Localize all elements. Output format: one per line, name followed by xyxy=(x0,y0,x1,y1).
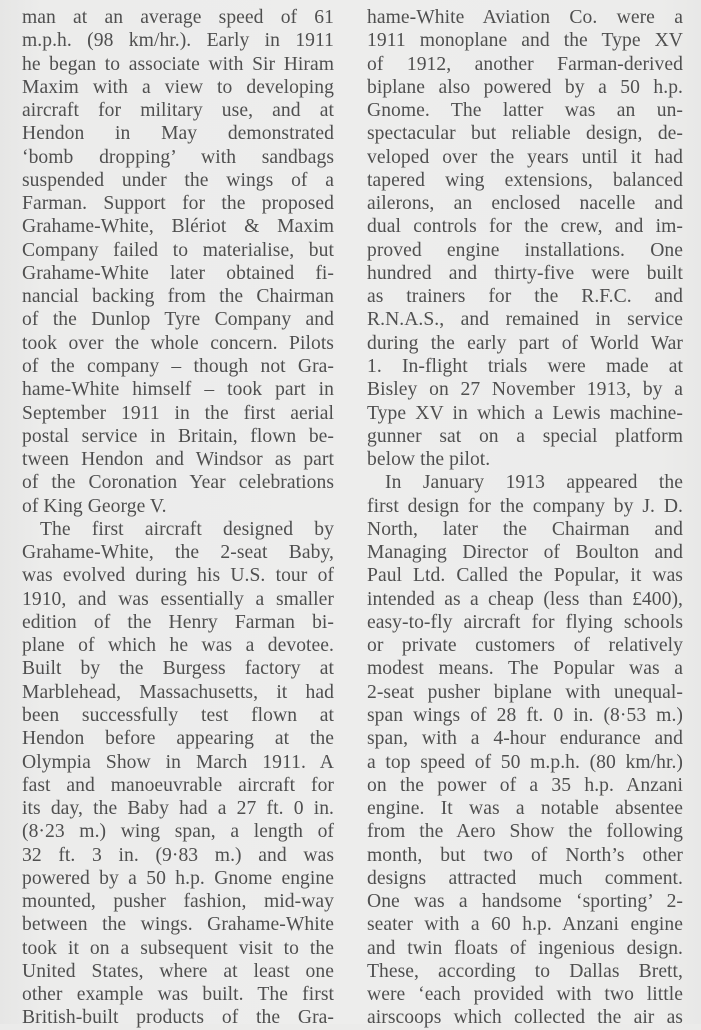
text-column-left xyxy=(22,6,334,1030)
line-text: biplane also powered by a 50 h.p. xyxy=(367,76,683,98)
line-text: month, but two of North’s other xyxy=(367,844,683,866)
line-text: suspended under the wings of a xyxy=(22,169,334,191)
line-text: m.p.h. (98 km/hr.). Early in 1911 xyxy=(22,30,334,52)
text-line xyxy=(22,192,334,215)
line-text: 1. In-flight trials were made at xyxy=(367,355,683,377)
text-line xyxy=(367,890,683,913)
text-line xyxy=(367,727,683,750)
line-text: British-built products of the Gra- xyxy=(22,1007,334,1029)
line-text: edition of the Henry Farman bi- xyxy=(22,611,334,633)
text-line xyxy=(367,844,683,867)
text-line xyxy=(22,262,334,285)
line-text: between the wings. Grahame-White xyxy=(22,914,334,936)
text-line xyxy=(367,76,683,99)
text-line xyxy=(22,471,334,494)
paragraph-first-line xyxy=(367,471,683,494)
line-text: Hendon in May demonstrated xyxy=(22,123,334,145)
line-text: (8·23 m.) wing span, a length of xyxy=(22,821,334,843)
line-text: first design for the company by J. D. xyxy=(367,495,683,517)
line-text: man at an average speed of 61 xyxy=(22,7,334,28)
line-text: Grahame-White, the 2-seat Baby, xyxy=(22,542,334,564)
text-line xyxy=(22,6,334,29)
text-line xyxy=(367,448,683,471)
line-text: from the Aero Show the following xyxy=(367,821,683,843)
line-text: ailerons, an enclosed nacelle and xyxy=(367,193,683,215)
line-text: or private customers of relatively xyxy=(367,635,683,657)
text-line xyxy=(22,820,334,843)
line-text: aircraft for military use, and at xyxy=(22,100,334,122)
text-line xyxy=(22,239,334,262)
line-text: tween Hendon and Windsor as part xyxy=(22,449,334,471)
line-text: span, with a 4-hour endurance and xyxy=(367,728,683,750)
text-line xyxy=(367,518,683,541)
line-text: during the early part of World War xyxy=(367,332,683,354)
line-text: hame-White Aviation Co. were a xyxy=(367,7,683,28)
line-text: of the Dunlop Tyre Company and xyxy=(22,309,334,331)
text-line xyxy=(22,634,334,657)
text-line xyxy=(22,355,334,378)
text-line xyxy=(367,797,683,820)
text-line xyxy=(22,308,334,331)
line-text: spectacular but reliable design, de- xyxy=(367,123,683,145)
text-line xyxy=(22,332,334,355)
line-text: intended as a cheap (less than £400), xyxy=(367,588,683,610)
text-line xyxy=(22,751,334,774)
text-line xyxy=(367,215,683,238)
line-text: took over the whole concern. Pilots xyxy=(22,332,334,354)
line-text: gunner sat on a special platform xyxy=(367,425,683,447)
line-text: other example was built. The first xyxy=(22,984,334,1006)
line-text: nancial backing from the Chairman xyxy=(22,286,334,308)
line-text: ‘bomb dropping’ with sandbags xyxy=(22,146,334,168)
line-text: of 1912, another Farman-derived xyxy=(367,53,683,75)
text-line xyxy=(367,146,683,169)
line-text: 1911 monoplane and the Type XV xyxy=(367,30,683,52)
text-line xyxy=(22,797,334,820)
text-line xyxy=(22,495,334,518)
line-text: tapered wing extensions, balanced xyxy=(367,169,683,191)
line-text: 32 ft. 3 in. (9·83 m.) and was xyxy=(22,844,334,866)
text-line xyxy=(22,890,334,913)
line-text: Hendon before appearing at the xyxy=(22,728,334,750)
text-line xyxy=(367,611,683,634)
text-line xyxy=(22,169,334,192)
line-text: he began to associate with Sir Hiram xyxy=(22,53,334,75)
line-text: Built by the Burgess factory at xyxy=(22,658,334,680)
line-text: powered by a 50 h.p. Gnome engine xyxy=(22,867,334,889)
text-line xyxy=(367,99,683,122)
text-line xyxy=(367,53,683,76)
line-text: hame-White himself – took part in xyxy=(22,379,334,401)
text-line xyxy=(22,681,334,704)
text-line xyxy=(367,983,683,1006)
text-line xyxy=(367,332,683,355)
text-line xyxy=(22,983,334,1006)
text-line xyxy=(22,611,334,634)
line-text: Bisley on 27 November 1913, by a xyxy=(367,379,683,401)
text-line xyxy=(22,76,334,99)
line-text: easy-to-fly aircraft for flying schools xyxy=(367,611,683,633)
text-line xyxy=(22,774,334,797)
text-line xyxy=(22,285,334,308)
text-line xyxy=(367,541,683,564)
line-text: been successfully test flown at xyxy=(22,704,334,726)
line-text: as trainers for the R.F.C. and xyxy=(367,286,683,308)
text-line xyxy=(367,634,683,657)
paragraph-first-line xyxy=(22,518,334,541)
text-line xyxy=(367,774,683,797)
text-line xyxy=(367,704,683,727)
line-text: Paul Ltd. Called the Popular, it was xyxy=(367,565,683,587)
line-text: Olympia Show in March 1911. A xyxy=(22,751,334,773)
text-line xyxy=(367,820,683,843)
line-text: Maxim with a view to developing xyxy=(22,76,334,98)
line-text: Type XV in which a Lewis machine- xyxy=(367,402,683,424)
line-text: postal service in Britain, flown be- xyxy=(22,425,334,447)
text-line xyxy=(367,564,683,587)
line-text: fast and manoeuvrable aircraft for xyxy=(22,774,334,796)
text-line xyxy=(22,937,334,960)
text-line xyxy=(22,704,334,727)
text-line xyxy=(22,215,334,238)
line-text: dual controls for the crew, and im- xyxy=(367,216,683,238)
text-line xyxy=(367,588,683,611)
line-text: R.N.A.S., and remained in service xyxy=(367,309,683,331)
line-text: proved engine installations. One xyxy=(367,239,683,261)
line-text: 2-seat pusher biplane with unequal- xyxy=(367,681,683,703)
line-text: of the company – though not Gra- xyxy=(22,355,334,377)
text-line xyxy=(22,867,334,890)
line-text: Marblehead, Massachusetts, it had xyxy=(22,681,334,703)
line-text: below the pilot. xyxy=(367,449,491,471)
line-text: engine. It was a notable absentee xyxy=(367,798,683,820)
line-text: took it on a subsequent visit to the xyxy=(22,937,334,959)
text-line xyxy=(367,308,683,331)
text-line xyxy=(367,355,683,378)
text-line xyxy=(367,751,683,774)
line-text: Managing Director of Boulton and xyxy=(367,542,683,564)
text-line xyxy=(367,960,683,983)
line-text: Farman. Support for the proposed xyxy=(22,193,334,215)
text-line xyxy=(22,122,334,145)
line-text: were ‘each provided with two little xyxy=(367,984,683,1006)
text-line xyxy=(367,239,683,262)
text-column-right xyxy=(367,6,683,1030)
line-text: Gnome. The latter was an un- xyxy=(367,100,683,122)
line-text: North, later the Chairman and xyxy=(367,518,683,540)
text-line xyxy=(22,844,334,867)
text-line xyxy=(22,588,334,611)
line-text: Grahame-White later obtained fi- xyxy=(22,262,334,284)
text-line xyxy=(22,448,334,471)
line-text: The first aircraft designed by xyxy=(40,518,334,540)
text-line xyxy=(22,564,334,587)
line-text: mounted, pusher fashion, mid-way xyxy=(22,891,334,913)
line-text: airscoops which collected the air as xyxy=(367,1007,683,1029)
text-line xyxy=(22,146,334,169)
text-line xyxy=(367,495,683,518)
text-line xyxy=(22,960,334,983)
line-text: on the power of a 35 h.p. Anzani xyxy=(367,774,683,796)
line-text: plane of which he was a devotee. xyxy=(22,635,334,657)
line-text: a top speed of 50 m.p.h. (80 km/hr.) xyxy=(367,751,683,773)
line-text: seater with a 60 h.p. Anzani engine xyxy=(367,914,683,936)
text-line xyxy=(367,29,683,52)
line-text: designs attracted much comment. xyxy=(367,867,683,889)
text-line xyxy=(367,937,683,960)
text-line xyxy=(367,6,683,29)
line-text: of King George V. xyxy=(22,495,167,517)
line-text: was evolved during his U.S. tour of xyxy=(22,565,334,587)
text-line xyxy=(22,29,334,52)
line-text: Company failed to materialise, but xyxy=(22,239,334,261)
text-line xyxy=(367,262,683,285)
line-text: Grahame-White, Blériot & Maxim xyxy=(22,216,334,238)
text-line xyxy=(367,913,683,936)
text-line xyxy=(367,657,683,680)
text-line xyxy=(22,53,334,76)
text-line xyxy=(22,425,334,448)
text-line xyxy=(367,402,683,425)
text-line xyxy=(367,425,683,448)
text-line xyxy=(22,913,334,936)
text-line xyxy=(367,192,683,215)
line-text: modest means. The Popular was a xyxy=(367,658,683,680)
text-line xyxy=(22,378,334,401)
line-text: One was a handsome ‘sporting’ 2- xyxy=(367,891,683,913)
line-text: In January 1913 appeared the xyxy=(385,472,683,494)
text-line xyxy=(22,727,334,750)
line-text: veloped over the years until it had xyxy=(367,146,683,168)
line-text: 1910, and was essentially a smaller xyxy=(22,588,334,610)
line-text: span wings of 28 ft. 0 in. (8·53 m.) xyxy=(367,704,683,726)
line-text: hundred and thirty-five were built xyxy=(367,262,683,284)
text-line xyxy=(367,285,683,308)
text-line xyxy=(367,867,683,890)
text-line xyxy=(22,99,334,122)
text-line xyxy=(22,657,334,680)
text-line xyxy=(22,402,334,425)
text-line xyxy=(22,541,334,564)
line-text: These, according to Dallas Brett, xyxy=(367,960,683,982)
text-line xyxy=(367,378,683,401)
line-text: United States, where at least one xyxy=(22,960,334,982)
line-text: its day, the Baby had a 27 ft. 0 in. xyxy=(22,798,334,820)
text-line xyxy=(367,1006,683,1029)
line-text: and twin floats of ingenious design. xyxy=(367,937,683,959)
text-line xyxy=(367,681,683,704)
line-text: of the Coronation Year celebrations xyxy=(22,472,334,494)
text-line xyxy=(367,169,683,192)
text-line xyxy=(22,1006,334,1029)
line-text: September 1911 in the first aerial xyxy=(22,402,334,424)
text-line xyxy=(367,122,683,145)
